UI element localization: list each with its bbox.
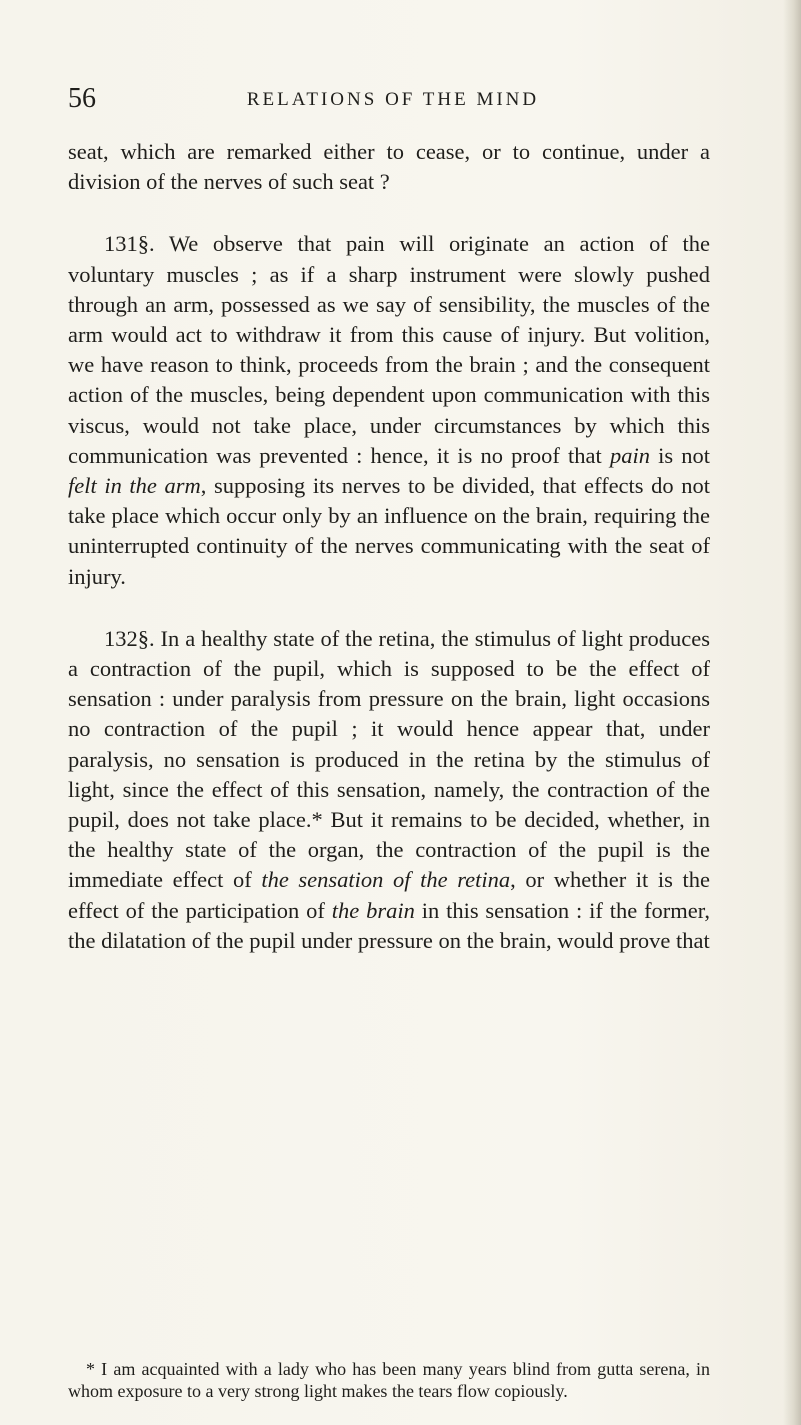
page-number: 56 (68, 83, 96, 114)
paragraph-continued (68, 137, 710, 197)
paragraph-132-text-1: 132§. In a healthy state of the retina, the stimulus of light produces a contraction of the pupil, which is supposed to be the effect of sensation : under paralysis from pressure on the brain, light occasions no contraction of the pupil ; it would hence appear that, under paralysis, no sensation is produced in the retina by the stimulus of light, since the effect of this sensation, namely, the contraction of the pupil, does not take place.* But it remains to be decided, whether, in the healthy state of the organ, the contraction of the pupil is the immediate effect of (68, 625, 710, 893)
paragraph-131-text-2: is not (649, 442, 711, 468)
page-edge-shadow (783, 0, 801, 1425)
paragraph-131-text-1: 131§. We observe that pain will originate an action of the voluntary muscles ; as if a sharp instrument were slowly pushed through an arm, possessed as we say of sensibility, the muscles of the arm would act to withdraw it from this cause of injury. But volition, we have reason to think, proceeds from the brain ; and the consequent action of the muscles, being dependent upon communication with this viscus, would not take place, under circumstances by which this communication was prevented : hence, it is no proof that (68, 231, 710, 468)
paragraph-132-text-3: in this sensation : if the former, the dilatation of the pupil under pressure on the brain, would prove that (68, 897, 711, 953)
paragraph-132-text-2: , or whether it is the effect of the participation of (68, 867, 710, 923)
paragraph-131 (68, 229, 710, 591)
paragraph-1-text: seat, which are remarked either to cease, or to continue, under a division of the nerves of such seat ? (68, 139, 710, 195)
running-head: RELATIONS OF THE MIND (246, 89, 540, 110)
paragraph-131-italic-pain: pain (609, 442, 650, 468)
page-header (68, 82, 718, 116)
paragraph-132-italic-brain: the brain (331, 897, 415, 923)
footnote: * I am acquainted with a lady who has been many years blind from gutta serena, in whom exposure to a very strong light makes the tears flow copiously. (68, 1359, 710, 1401)
paragraph-132 (68, 624, 710, 956)
body-text (68, 137, 710, 956)
paragraph-131-text-3: , supposing its nerves to be divided, that effects do not take place which occur only by an influence on the brain, requiring the uninterrupted continuity of the nerves communicating with the seat of injury. (68, 473, 710, 589)
paragraph-132-italic-sensation-retina: the sensation of the retina (261, 867, 511, 893)
paragraph-131-italic-felt-in-arm: felt in the arm (68, 473, 201, 499)
